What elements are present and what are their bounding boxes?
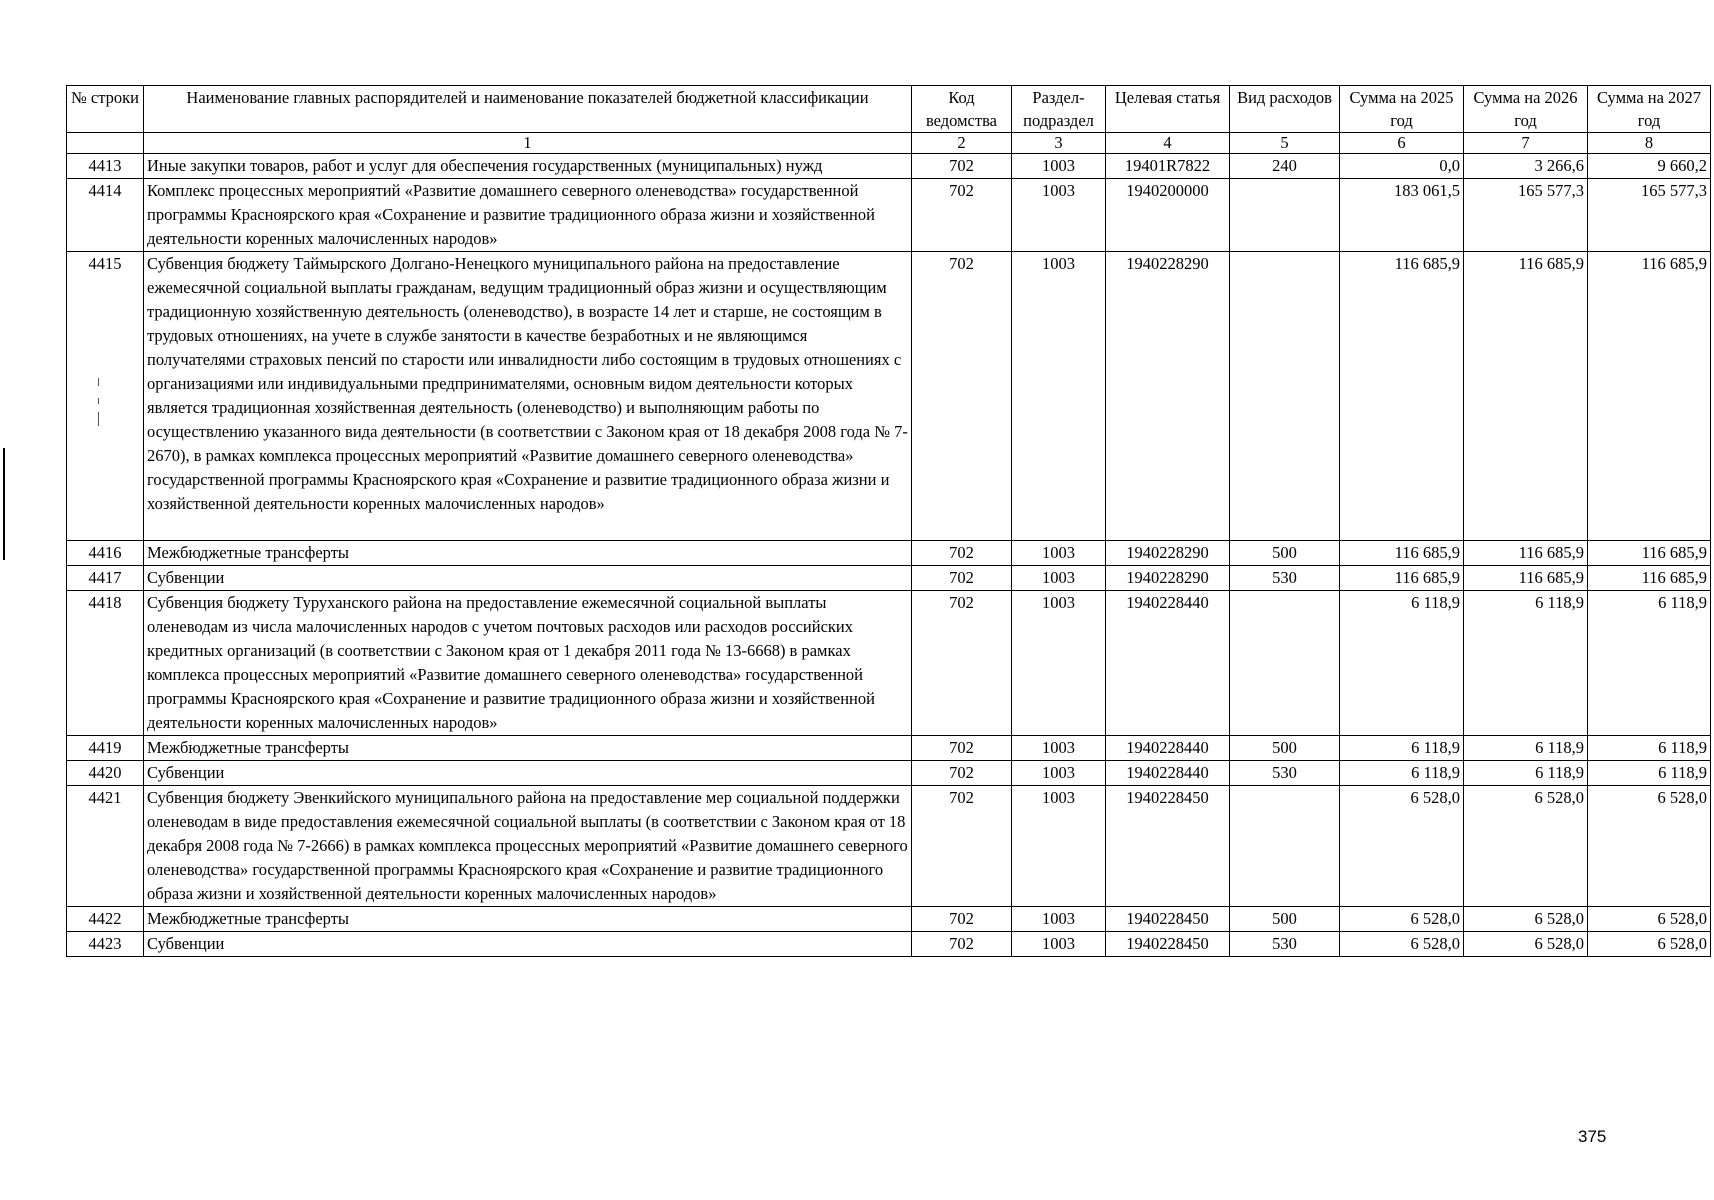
row-dept-code: 702 xyxy=(912,179,1012,252)
row-expense-type xyxy=(1230,252,1340,541)
row-sum-2027: 116 685,9 xyxy=(1588,541,1711,566)
header-sum-2025: Сумма на 2025 год xyxy=(1340,86,1464,133)
row-name: Межбюджетные трансферты xyxy=(144,541,912,566)
column-number: 1 xyxy=(144,133,912,154)
page-number: 375 xyxy=(1578,1127,1607,1146)
row-sum-2025: 0,0 xyxy=(1340,154,1464,179)
table-row xyxy=(67,761,1711,786)
row-section: 1003 xyxy=(1012,179,1106,252)
row-target-item: 1940228440 xyxy=(1106,736,1230,761)
header-section: Раздел-подраздел xyxy=(1012,86,1106,133)
row-number: 4418 xyxy=(67,591,144,736)
row-dept-code: 702 xyxy=(912,252,1012,541)
header-sum-2026: Сумма на 2026 год xyxy=(1464,86,1588,133)
row-name: Субвенции xyxy=(144,761,912,786)
row-number: 4415 xyxy=(67,252,144,541)
row-target-item: 1940200000 xyxy=(1106,179,1230,252)
row-expense-type: 530 xyxy=(1230,932,1340,957)
row-target-item: 1940228450 xyxy=(1106,932,1230,957)
row-sum-2027: 6 528,0 xyxy=(1588,907,1711,932)
row-expense-type xyxy=(1230,786,1340,907)
row-sum-2027: 6 118,9 xyxy=(1588,736,1711,761)
table-row xyxy=(67,566,1711,591)
row-expense-type xyxy=(1230,179,1340,252)
row-number: 4416 xyxy=(67,541,144,566)
row-number: 4413 xyxy=(67,154,144,179)
row-section: 1003 xyxy=(1012,566,1106,591)
row-sum-2026: 6 528,0 xyxy=(1464,786,1588,907)
header-row-no: № строки xyxy=(67,86,144,133)
row-name: Субвенции xyxy=(144,932,912,957)
row-sum-2026: 6 528,0 xyxy=(1464,907,1588,932)
row-sum-2025: 6 528,0 xyxy=(1340,786,1464,907)
row-sum-2027: 116 685,9 xyxy=(1588,566,1711,591)
row-sum-2027: 6 118,9 xyxy=(1588,591,1711,736)
row-name: Субвенции xyxy=(144,566,912,591)
row-target-item: 19401R7822 xyxy=(1106,154,1230,179)
row-name: Комплекс процессных мероприятий «Развитие домашнего северного оленеводства» государственной программы Красноярского края «Сохранение и развитие традиционного образа жизни и хозяйственной деятельности коренных малочисленных народов» xyxy=(144,179,912,252)
row-section: 1003 xyxy=(1012,541,1106,566)
row-number: 4423 xyxy=(67,932,144,957)
column-number: 2 xyxy=(912,133,1012,154)
row-sum-2025: 116 685,9 xyxy=(1340,252,1464,541)
table-row xyxy=(67,786,1711,907)
row-name: Межбюджетные трансферты xyxy=(144,736,912,761)
table-header xyxy=(67,86,1711,154)
row-dept-code: 702 xyxy=(912,541,1012,566)
row-dept-code: 702 xyxy=(912,154,1012,179)
row-name: Субвенция бюджету Туруханского района на предоставление ежемесячной социальной выплаты оленеводам из числа малочисленных народов с учетом почтовых расходов или расходов российских кредитных организаций (в соответствии с Законом края от 1 декабря 2011 года № 13-6668) в рамках комплекса процессных мероприятий «Развитие домашнего северного оленеводства» государственной программы Красноярского края «Сохранение и развитие традиционного образа жизни и хозяйственной деятельности коренных малочисленных народов» xyxy=(144,591,912,736)
table-row xyxy=(67,591,1711,736)
row-sum-2027: 6 118,9 xyxy=(1588,761,1711,786)
row-sum-2027: 9 660,2 xyxy=(1588,154,1711,179)
row-target-item: 1940228450 xyxy=(1106,907,1230,932)
column-number: 8 xyxy=(1588,133,1711,154)
row-sum-2027: 6 528,0 xyxy=(1588,932,1711,957)
row-dept-code: 702 xyxy=(912,907,1012,932)
row-sum-2025: 6 118,9 xyxy=(1340,591,1464,736)
header-row xyxy=(67,86,1711,133)
row-sum-2025: 116 685,9 xyxy=(1340,541,1464,566)
header-expense-type: Вид расходов xyxy=(1230,86,1340,133)
column-number: 5 xyxy=(1230,133,1340,154)
column-number: 4 xyxy=(1106,133,1230,154)
table-row xyxy=(67,907,1711,932)
row-target-item: 1940228290 xyxy=(1106,566,1230,591)
budget-sheet xyxy=(66,85,1707,957)
row-target-item: 1940228290 xyxy=(1106,252,1230,541)
row-sum-2025: 6 118,9 xyxy=(1340,736,1464,761)
row-sum-2027: 6 528,0 xyxy=(1588,786,1711,907)
row-target-item: 1940228450 xyxy=(1106,786,1230,907)
row-section: 1003 xyxy=(1012,786,1106,907)
row-expense-type: 500 xyxy=(1230,541,1340,566)
row-target-item: 1940228290 xyxy=(1106,541,1230,566)
column-number: 6 xyxy=(1340,133,1464,154)
row-number: 4419 xyxy=(67,736,144,761)
row-number: 4420 xyxy=(67,761,144,786)
row-dept-code: 702 xyxy=(912,736,1012,761)
row-section: 1003 xyxy=(1012,761,1106,786)
header-name: Наименование главных распорядителей и наименование показателей бюджетной классификации xyxy=(144,86,912,133)
row-target-item: 1940228440 xyxy=(1106,591,1230,736)
row-sum-2026: 116 685,9 xyxy=(1464,252,1588,541)
row-sum-2026: 6 118,9 xyxy=(1464,591,1588,736)
row-sum-2026: 116 685,9 xyxy=(1464,566,1588,591)
margin-scan-line xyxy=(3,448,5,560)
row-sum-2027: 116 685,9 xyxy=(1588,252,1711,541)
row-name: Иные закупки товаров, работ и услуг для обеспечения государственных (муниципальных) нужд xyxy=(144,154,912,179)
row-section: 1003 xyxy=(1012,907,1106,932)
column-number-row xyxy=(67,133,1711,154)
row-expense-type: 530 xyxy=(1230,761,1340,786)
row-sum-2026: 6 118,9 xyxy=(1464,736,1588,761)
row-section: 1003 xyxy=(1012,736,1106,761)
row-number: 4421 xyxy=(67,786,144,907)
table-row xyxy=(67,179,1711,252)
row-number: 4414 xyxy=(67,179,144,252)
row-target-item: 1940228440 xyxy=(1106,761,1230,786)
row-number: 4417 xyxy=(67,566,144,591)
row-name: Межбюджетные трансферты xyxy=(144,907,912,932)
row-sum-2025: 183 061,5 xyxy=(1340,179,1464,252)
row-sum-2025: 6 118,9 xyxy=(1340,761,1464,786)
row-dept-code: 702 xyxy=(912,761,1012,786)
column-number: 7 xyxy=(1464,133,1588,154)
row-sum-2027: 165 577,3 xyxy=(1588,179,1711,252)
table-row xyxy=(67,932,1711,957)
row-dept-code: 702 xyxy=(912,591,1012,736)
row-dept-code: 702 xyxy=(912,786,1012,907)
column-number: 3 xyxy=(1012,133,1106,154)
row-name: Субвенция бюджету Таймырского Долгано-Ненецкого муниципального района на предоставление ежемесячной социальной выплаты гражданам, ведущим традиционный образ жизни и осуществляющим традиционную хозяйственную деятельность (оленеводство), в возрасте 14 лет и старше, не состоящим в трудовых отношениях, на учете в службе занятости в качестве безработных и не являющимся получателями страховых пенсий по старости или инвалидности либо состоящим в трудовых отношениях с организациями или индивидуальными предпринимателями, основным видом деятельности которых является традиционная хозяйственная деятельность (оленеводство) и выполняющим работы по осуществлению указанного вида деятельности (в соответствии с Законом края от 18 декабря 2008 года № 7-2670), в рамках комплекса процессных мероприятий «Развитие домашнего северного оленеводства» государственной программы Красноярского края «Сохранение и развитие традиционного образа жизни и хозяйственной деятельности коренных малочисленных народов» xyxy=(144,252,912,541)
row-sum-2026: 116 685,9 xyxy=(1464,541,1588,566)
header-sum-2027: Сумма на 2027 год xyxy=(1588,86,1711,133)
row-expense-type: 500 xyxy=(1230,907,1340,932)
table-body xyxy=(67,154,1711,957)
column-number xyxy=(67,133,144,154)
row-sum-2026: 6 528,0 xyxy=(1464,932,1588,957)
row-sum-2025: 6 528,0 xyxy=(1340,907,1464,932)
row-expense-type: 530 xyxy=(1230,566,1340,591)
header-target-item: Целевая статья xyxy=(1106,86,1230,133)
table-row xyxy=(67,541,1711,566)
row-section: 1003 xyxy=(1012,154,1106,179)
row-section: 1003 xyxy=(1012,932,1106,957)
row-section: 1003 xyxy=(1012,252,1106,541)
row-expense-type: 240 xyxy=(1230,154,1340,179)
budget-table xyxy=(66,85,1711,957)
row-sum-2026: 165 577,3 xyxy=(1464,179,1588,252)
row-dept-code: 702 xyxy=(912,932,1012,957)
table-row xyxy=(67,252,1711,541)
row-name: Субвенция бюджету Эвенкийского муниципального района на предоставление мер социальной поддержки оленеводам в виде предоставления ежемесячной социальной выплаты (в соответствии с Законом края от 18 декабря 2008 года № 7-2666) в рамках комплекса процессных мероприятий «Развитие домашнего северного оленеводства» государственной программы Красноярского края «Сохранение и развитие традиционного образа жизни и хозяйственной деятельности коренных малочисленных народов» xyxy=(144,786,912,907)
row-expense-type xyxy=(1230,591,1340,736)
row-sum-2026: 3 266,6 xyxy=(1464,154,1588,179)
row-sum-2025: 6 528,0 xyxy=(1340,932,1464,957)
row-dept-code: 702 xyxy=(912,566,1012,591)
row-sum-2025: 116 685,9 xyxy=(1340,566,1464,591)
row-sum-2026: 6 118,9 xyxy=(1464,761,1588,786)
table-row xyxy=(67,154,1711,179)
header-dept-code: Код ведомства xyxy=(912,86,1012,133)
row-section: 1003 xyxy=(1012,591,1106,736)
row-expense-type: 500 xyxy=(1230,736,1340,761)
table-row xyxy=(67,736,1711,761)
row-number: 4422 xyxy=(67,907,144,932)
